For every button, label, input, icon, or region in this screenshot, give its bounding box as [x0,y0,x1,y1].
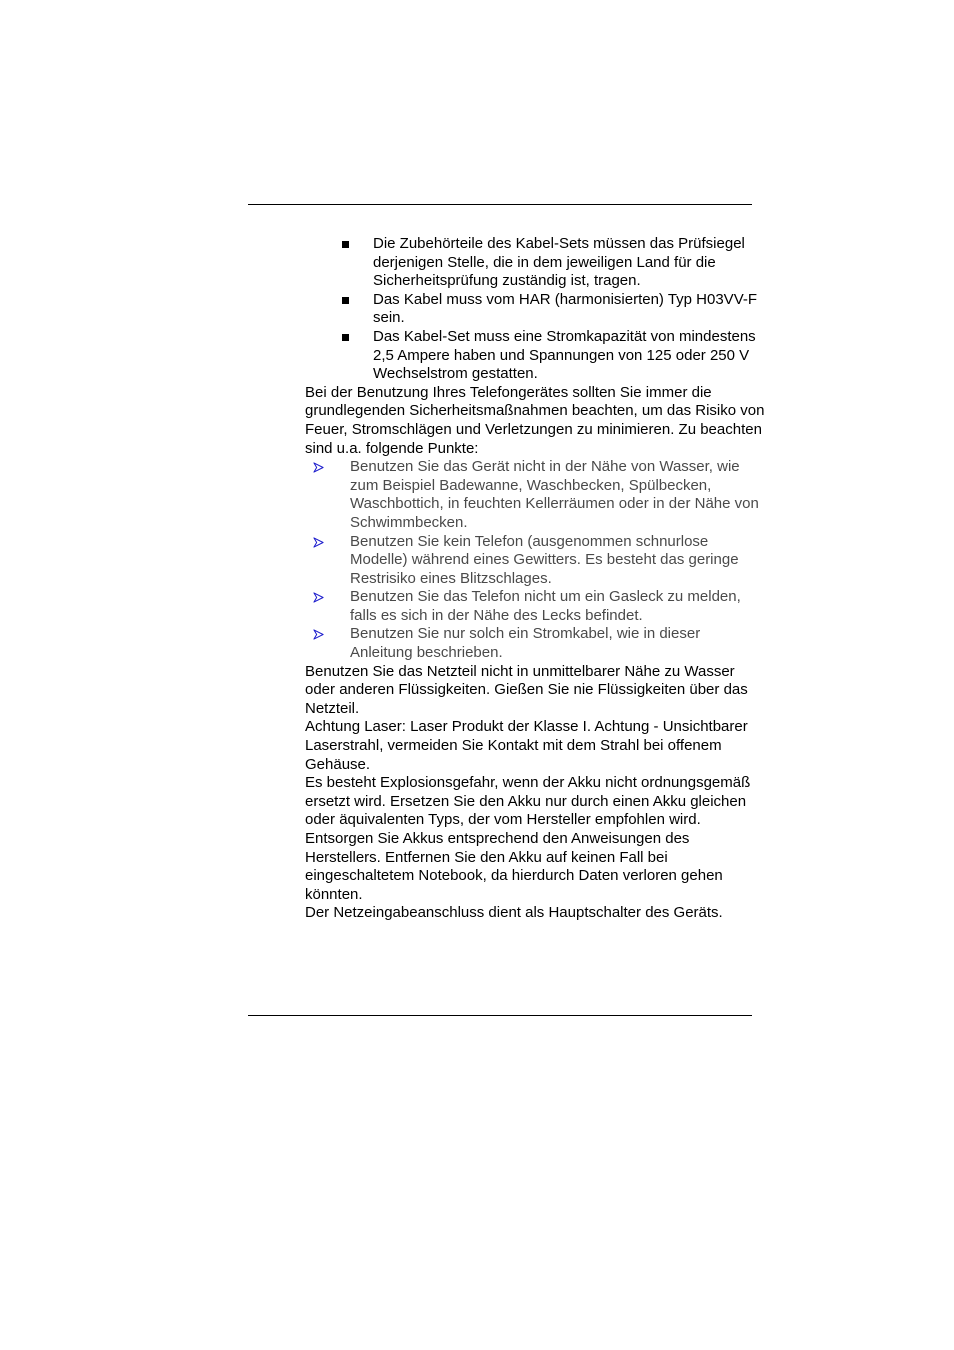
arrow-bullet-icon [313,537,324,548]
battery-warning-paragraph: Es besteht Explosionsgefahr, wenn der Akku nicht ordnungsgemäß ersetzt wird. Ersetzen Sie den Akku nur durch einen Akku gleichen oder äquivalenten Typs, der vom Hersteller empfohlen wird. Entsorgen Sie Akkus entsprechend den Anweisungen des Herstellers. Entfernen Sie den Akku auf keinen Fall bei eingeschaltetem Notebook, da hierdurch Daten verloren gehen könnten. [305,774,751,903]
list-item [350,458,765,532]
footer-rule [248,1015,752,1016]
list-item-text: Das Kabel muss vom HAR (harmonisierten) Typ H03VV-F sein. [373,290,758,327]
list-item-text: Benutzen Sie das Gerät nicht in der Nähe von Wasser, wie zum Beispiel Badewanne, Waschbecken, Spülbecken, Waschbottich, in feuchten Kellerräumen oder in der Nähe von Schwimmbecken. [350,458,759,531]
square-bullet-icon [342,297,349,304]
phone-safety-list [305,458,765,663]
list-item [350,588,765,625]
list-item [373,291,765,328]
cable-requirements-list [305,235,765,384]
arrow-bullet-icon [313,462,324,473]
main-switch-paragraph: Der Netzeingabeanschluss dient als Hauptschalter des Geräts. [305,904,723,922]
page-content [305,235,765,923]
power-supply-paragraph: Benutzen Sie das Netzteil nicht in unmittelbarer Nähe zu Wasser oder anderen Flüssigkeiten. Gießen Sie nie Flüssigkeiten über das Netzteil. [305,662,748,717]
arrow-bullet-icon [313,592,324,603]
list-item-text: Benutzen Sie nur solch ein Stromkabel, wie in dieser Anleitung beschrieben. [350,625,701,662]
intro-paragraph: Bei der Benutzung Ihres Telefongerätes sollten Sie immer die grundlegenden Sicherheitsmaßnahmen beachten, um das Risiko von Feuer, Stromschlägen und Verletzungen zu minimieren. Zu beachten sind u.a. folgende Punkte: [305,383,765,457]
square-bullet-icon [342,334,349,341]
header-rule [248,204,752,205]
list-item-text: Die Zubehörteile des Kabel-Sets müssen das Prüfsiegel derjenigen Stelle, die in dem jeweiligen Land für die Sicherheitsprüfung zuständig ist, tragen. [373,235,745,290]
list-item [373,235,765,291]
list-item-text: Benutzen Sie kein Telefon (ausgenommen schnurlose Modelle) während eines Gewitters. Es besteht das geringe Restrisiko eines Blitzschlages. [350,532,739,587]
square-bullet-icon [342,241,349,248]
list-item [350,533,765,589]
list-item [350,625,765,662]
laser-warning-paragraph: Achtung Laser: Laser Produkt der Klasse I. Achtung - Unsichtbarer Laserstrahl, vermeiden Sie Kontakt mit dem Strahl bei offenem Gehäuse. [305,718,748,773]
list-item-text: Das Kabel-Set muss eine Stromkapazität von mindestens 2,5 Ampere haben und Spannungen von 125 oder 250 V Wechselstrom gestatten. [373,327,756,383]
list-item [373,328,765,384]
list-item-text: Benutzen Sie das Telefon nicht um ein Gasleck zu melden, falls es sich in der Nähe des Lecks befindet. [350,588,741,624]
arrow-bullet-icon [313,629,324,640]
